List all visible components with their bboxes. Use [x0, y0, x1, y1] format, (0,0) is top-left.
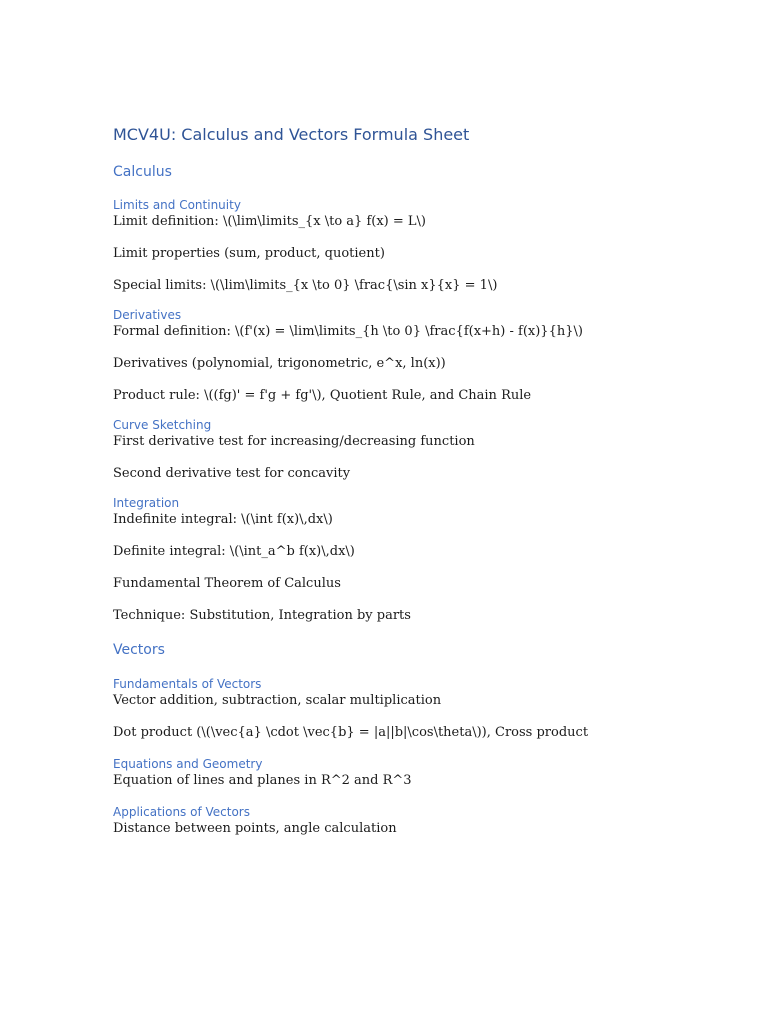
subsection-heading-equations-geometry: Equations and Geometry [113, 757, 263, 771]
paragraph: Second derivative test for concavity [113, 466, 351, 481]
paragraph: Fundamental Theorem of Calculus [113, 576, 341, 591]
paragraph: Distance between points, angle calculation [113, 821, 397, 836]
paragraph: Indefinite integral: \(\int f(x)\,dx\) [113, 512, 333, 527]
section-heading-vectors: Vectors [113, 642, 165, 658]
paragraph: First derivative test for increasing/decreasing function [113, 434, 475, 449]
paragraph: Equation of lines and planes in R^2 and R^3 [113, 773, 412, 788]
paragraph: Technique: Substitution, Integration by parts [113, 608, 411, 623]
subsection-heading-derivatives: Derivatives [113, 308, 182, 322]
paragraph: Limit definition: \(\lim\limits_{x \to a} f(x) = L\) [113, 214, 426, 229]
paragraph: Definite integral: \(\int_a^b f(x)\,dx\) [113, 544, 355, 559]
subsection-heading-integration: Integration [113, 496, 180, 510]
subsection-heading-applications: Applications of Vectors [113, 805, 250, 819]
paragraph: Derivatives (polynomial, trigonometric, e^x, ln(x)) [113, 356, 446, 371]
subsection-heading-limits: Limits and Continuity [113, 198, 241, 212]
document-title: MCV4U: Calculus and Vectors Formula Sheet [113, 125, 470, 144]
paragraph: Limit properties (sum, product, quotient) [113, 246, 385, 261]
paragraph: Product rule: \((fg)' = f'g + fg'\), Quotient Rule, and Chain Rule [113, 388, 532, 403]
subsection-heading-curve-sketching: Curve Sketching [113, 418, 212, 432]
section-heading-calculus: Calculus [113, 164, 172, 180]
subsection-heading-fundamentals: Fundamentals of Vectors [113, 677, 262, 691]
paragraph: Special limits: \(\lim\limits_{x \to 0} \frac{\sin x}{x} = 1\) [113, 278, 498, 293]
paragraph: Vector addition, subtraction, scalar multiplication [113, 693, 442, 708]
document-page [113, 124, 713, 838]
paragraph: Dot product (\(\vec{a} \cdot \vec{b} = |a||b|\cos\theta\)), Cross product [113, 725, 589, 740]
paragraph: Formal definition: \(f'(x) = \lim\limits_{h \to 0} \frac{f(x+h) - f(x)}{h}\) [113, 324, 583, 339]
